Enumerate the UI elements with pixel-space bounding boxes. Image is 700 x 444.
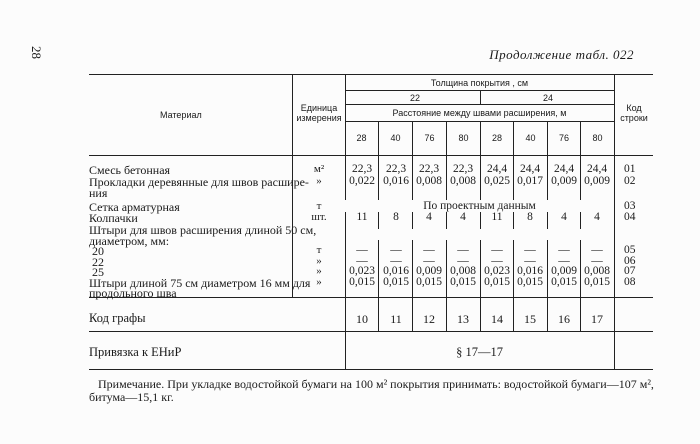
note-line-2: битума—15,1 кг. — [89, 390, 174, 404]
value-cell: — — [356, 244, 368, 256]
value-cell: 0,008 — [584, 265, 610, 277]
value-cell: 8 — [393, 211, 399, 223]
header-distance: 80 — [458, 133, 469, 143]
header-distance: 28 — [356, 133, 367, 143]
value-cell: 0,009 — [416, 265, 442, 277]
grafa-cell: 15 — [524, 312, 536, 326]
code-cell: 02 — [624, 175, 636, 187]
span-value-cell: По проектным данным — [345, 200, 614, 212]
unit-cell: » — [316, 276, 322, 288]
value-cell: — — [591, 244, 603, 256]
material-name: Смесь бетонная — [89, 163, 171, 177]
value-cell: — — [423, 255, 435, 267]
header-distance: 80 — [592, 133, 603, 143]
value-cell: — — [457, 255, 469, 267]
header-spacing: Расстояние между швами расширения, м — [392, 108, 567, 118]
grafa-cell: 17 — [591, 312, 603, 326]
value-cell: — — [356, 255, 368, 267]
privyazka-value: § 17—17 — [456, 345, 503, 359]
value-cell: 22,3 — [418, 163, 440, 175]
header-distance: 76 — [424, 133, 435, 143]
value-cell: — — [558, 255, 570, 267]
value-cell: — — [390, 244, 402, 256]
value-cell: — — [390, 255, 402, 267]
grafa-cell: 13 — [457, 312, 469, 326]
code-cell: 06 — [624, 255, 636, 267]
value-cell: 0,009 — [584, 175, 610, 187]
material-name: ния — [89, 186, 108, 200]
value-cell: 0,025 — [484, 175, 510, 187]
value-cell: 0,015 — [484, 276, 510, 288]
value-cell: 0,015 — [584, 276, 610, 288]
value-cell: 24,4 — [553, 163, 575, 175]
value-cell: 0,016 — [383, 175, 409, 187]
value-cell: 0,017 — [517, 175, 543, 187]
value-cell: 11 — [356, 211, 368, 223]
value-cell: 22,3 — [351, 163, 373, 175]
grafa-cell: 12 — [423, 312, 435, 326]
material-name: Штыри длиной 75 см диаметром 16 мм для — [89, 276, 311, 290]
unit-cell: » — [316, 265, 322, 277]
value-cell: 4 — [561, 211, 567, 223]
value-cell: 8 — [527, 211, 533, 223]
value-cell: 0,015 — [551, 276, 577, 288]
value-cell: — — [457, 244, 469, 256]
value-cell: 24,4 — [586, 163, 608, 175]
diameter-label: 22 — [92, 255, 104, 269]
header-unit-1: Единица — [300, 103, 338, 113]
value-cell: 0,009 — [551, 175, 577, 187]
material-name: продольного шва — [89, 286, 177, 300]
value-cell: — — [423, 244, 435, 256]
page-number: 28 — [29, 46, 44, 59]
value-cell: 0,016 — [383, 265, 409, 277]
header-material: Материал — [160, 110, 202, 120]
value-cell: 0,023 — [349, 265, 375, 277]
material-name: Прокладки деревянные для швов расшире- — [89, 175, 309, 189]
privyazka-label: Привязка к ЕНиР — [89, 345, 182, 359]
header-distance: 40 — [390, 133, 401, 143]
value-cell: 11 — [491, 211, 503, 223]
unit-cell: » — [316, 255, 322, 267]
unit-cell: т — [316, 200, 322, 212]
grafa-cell: 10 — [356, 312, 368, 326]
diameter-label: 20 — [92, 244, 104, 258]
value-cell: 0,008 — [450, 265, 476, 277]
value-cell: 0,015 — [349, 276, 375, 288]
value-cell: 0,015 — [383, 276, 409, 288]
header-code-1: Код — [626, 103, 642, 113]
value-cell: 0,015 — [517, 276, 543, 288]
kod-grafy-label: Код графы — [89, 311, 146, 325]
material-name: Колпачки — [89, 211, 138, 225]
header-code-2: строки — [620, 113, 648, 123]
grafa-cell: 16 — [558, 312, 570, 326]
header-unit-2: измерения — [296, 113, 342, 123]
code-cell: 03 — [624, 200, 636, 212]
code-cell: 04 — [624, 211, 636, 223]
value-cell: 0,009 — [551, 265, 577, 277]
value-cell: — — [491, 244, 503, 256]
value-cell: 4 — [594, 211, 600, 223]
unit-cell: шт. — [311, 211, 327, 223]
header-distance: 76 — [558, 133, 569, 143]
value-cell: 0,015 — [450, 276, 476, 288]
value-cell: 0,022 — [349, 175, 375, 187]
value-cell: 0,023 — [484, 265, 510, 277]
code-cell: 08 — [624, 276, 636, 288]
material-name: диаметром, мм: — [89, 234, 170, 248]
value-cell: 0,016 — [517, 265, 543, 277]
value-cell: 4 — [426, 211, 432, 223]
value-cell: 0,015 — [416, 276, 442, 288]
code-cell: 01 — [624, 163, 636, 175]
value-cell: 24,4 — [486, 163, 508, 175]
header-distance: 28 — [491, 133, 502, 143]
value-cell: 22,3 — [452, 163, 474, 175]
value-cell: — — [591, 255, 603, 267]
continuation-title: Продолжение табл. 022 — [489, 47, 634, 62]
header-thickness-22: 22 — [409, 93, 420, 103]
material-name: Штыри для швов расширения длиной 50 см, — [89, 223, 317, 237]
unit-cell: т — [316, 244, 322, 256]
value-cell: — — [558, 244, 570, 256]
grafa-cell: 11 — [390, 312, 402, 326]
grafa-cell: 14 — [491, 312, 503, 326]
value-cell: — — [524, 255, 536, 267]
code-cell: 07 — [624, 265, 636, 277]
diameter-label: 25 — [92, 265, 104, 279]
note-line-1: Примечание. При укладке водостойкой бумаги на 100 м² покрытия принимать: водостойкой бумаги—107 м², — [98, 377, 654, 391]
value-cell: — — [524, 244, 536, 256]
value-cell: 22,3 — [385, 163, 407, 175]
value-cell: 0,008 — [450, 175, 476, 187]
unit-cell: м² — [313, 163, 325, 175]
header-thickness: Толщина покрытия , см — [430, 78, 529, 88]
value-cell: 24,4 — [519, 163, 541, 175]
value-cell: 0,008 — [416, 175, 442, 187]
header-thickness-24: 24 — [542, 93, 553, 103]
material-name: Сетка арматурная — [89, 200, 180, 214]
value-cell: — — [491, 255, 503, 267]
code-cell: 05 — [624, 244, 636, 256]
header-distance: 40 — [525, 133, 536, 143]
unit-cell: » — [316, 175, 322, 187]
value-cell: 4 — [460, 211, 466, 223]
